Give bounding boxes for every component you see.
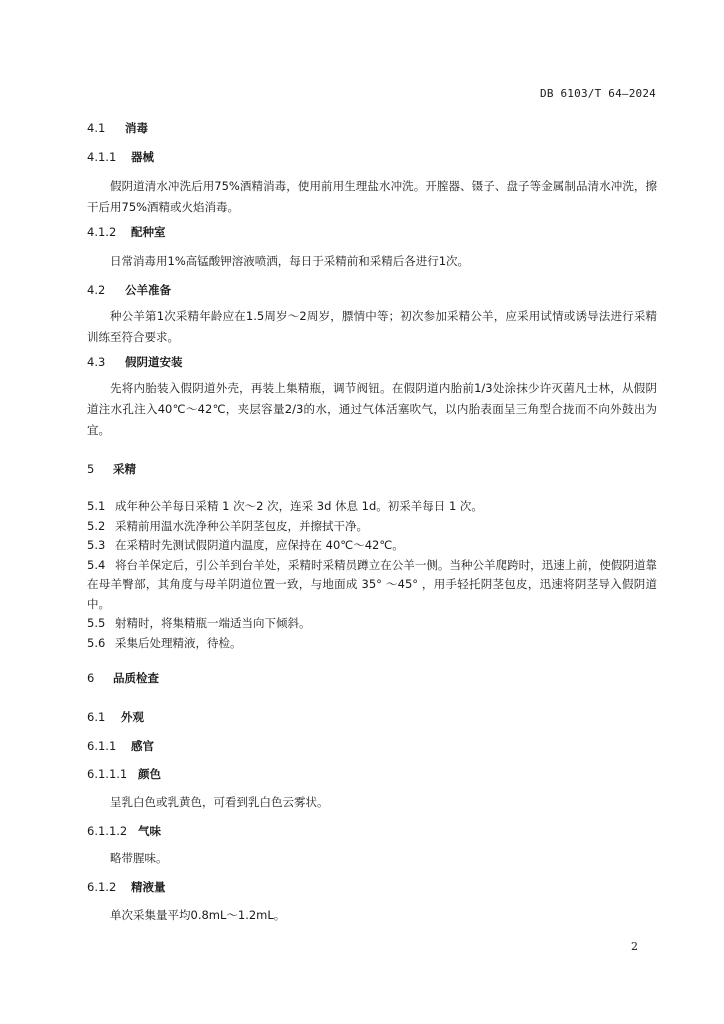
section-title: 采精 <box>113 462 136 476</box>
section-title: 品质检查 <box>113 671 159 685</box>
section-number: 6.1.2 <box>87 880 117 894</box>
item-text: 采精前用温水洗净种公羊阴茎包皮，并擦拭干净。 <box>115 518 368 533</box>
list-item <box>87 517 657 537</box>
heading-4-2 <box>87 280 657 301</box>
heading-6-1-1-2 <box>87 821 657 842</box>
section-title: 消毒 <box>125 121 148 135</box>
heading-6-1 <box>87 707 657 728</box>
heading-4-3 <box>87 352 657 373</box>
section-title: 假阴道安装 <box>125 355 183 369</box>
paragraph-4-1-2: 日常消毒用1%高锰酸钾溶液喷洒，每日于采精前和采精后各进行1次。 <box>110 254 470 268</box>
section-title: 感官 <box>131 739 154 753</box>
item-number: 5.6 <box>87 635 106 650</box>
paragraph-4-1-1: 假阴道清水冲洗后用75%酒精消毒，使用前用生理盐水冲洗。开膣器、镊子、盘子等金属制品清水冲洗，擦干后用75%酒精或火焰消毒。 <box>87 179 657 214</box>
heading-6-1-2 <box>87 877 657 898</box>
list-item <box>87 634 657 654</box>
list-item <box>87 536 657 556</box>
page-number: 2 <box>631 940 638 953</box>
section-number: 4.1.2 <box>87 225 117 239</box>
item-text: 在采精时先测试假阴道内温度，应保持在 40℃～42℃。 <box>115 538 404 552</box>
section-title: 外观 <box>121 710 144 724</box>
section-number: 4.3 <box>87 355 106 369</box>
paragraph-6-1-1-1: 呈乳白色或乳黄色，可看到乳白色云雾状。 <box>110 795 329 809</box>
document-id: DB 6103/T 64—2024 <box>540 87 656 100</box>
item-text: 射精时，将集精瓶一端适当向下倾斜。 <box>115 616 311 630</box>
item-number: 5.1 <box>87 499 106 513</box>
section-title: 公羊准备 <box>125 283 171 297</box>
paragraph-4-2: 种公羊第1次采精年龄应在1.5周岁～2周岁，膘情中等；初次参加采精公羊，应采用试情或诱导法进行采精训练至符合要求。 <box>87 309 657 344</box>
heading-4-1 <box>87 118 657 139</box>
item-text: 成年种公羊每日采精 1 次～2 次，连采 3d 休息 1d。初采羊每日 1 次。 <box>115 499 483 513</box>
heading-6-1-1-1 <box>87 764 657 785</box>
paragraph-6-1-2: 单次采集量平均0.8mL～1.2mL。 <box>110 908 286 922</box>
section-number: 5 <box>87 462 95 476</box>
paragraph-4-3: 先将内胎装入假阴道外壳，再装上集精瓶，调节阀钮。在假阴道内胎前1/3处涂抹少许灭菌凡士林，从假阴道注水孔注入40℃～42℃，夹层容量2/3的水，通过气体活塞吹气，以内胎表面呈三角型合拢而不向外鼓出为宜。 <box>87 381 657 437</box>
list-item <box>87 556 657 615</box>
paragraph-6-1-1-2: 略带腥味。 <box>110 851 168 865</box>
section-title: 气味 <box>138 824 161 838</box>
list-5 <box>87 497 657 653</box>
heading-4-1-1 <box>87 147 657 168</box>
section-number: 4.1 <box>87 121 106 135</box>
section-number: 6 <box>87 671 95 685</box>
list-item <box>87 497 657 517</box>
section-title: 器械 <box>131 150 154 164</box>
section-number: 4.2 <box>87 283 106 297</box>
section-number: 6.1.1 <box>87 739 117 753</box>
section-number: 4.1.1 <box>87 150 117 164</box>
heading-5 <box>87 459 657 480</box>
section-number: 6.1 <box>87 710 106 724</box>
item-text: 将台羊保定后，引公羊到台羊处，采精时采精员蹲立在公羊一侧。当种公羊爬跨时，迅速上前，使假阴道靠在母羊臀部，其角度与母羊阴道位置一致，与地面成 35° ～45° ，用手轻托阴茎包皮，迅速将阴茎导入假阴道中。 <box>87 557 657 611</box>
heading-6 <box>87 668 657 689</box>
section-title: 精液量 <box>131 880 166 894</box>
heading-4-1-2 <box>87 222 657 243</box>
item-number: 5.2 <box>87 518 106 533</box>
section-title: 颜色 <box>138 767 161 781</box>
item-number: 5.4 <box>87 557 106 572</box>
item-text: 采集后处理精液，待检。 <box>115 635 242 650</box>
section-number: 6.1.1.2 <box>87 824 128 838</box>
item-number: 5.5 <box>87 616 106 630</box>
section-title: 配种室 <box>131 225 166 239</box>
section-number: 6.1.1.1 <box>87 767 128 781</box>
item-number: 5.3 <box>87 538 106 552</box>
heading-6-1-1 <box>87 736 657 757</box>
list-item <box>87 614 657 634</box>
